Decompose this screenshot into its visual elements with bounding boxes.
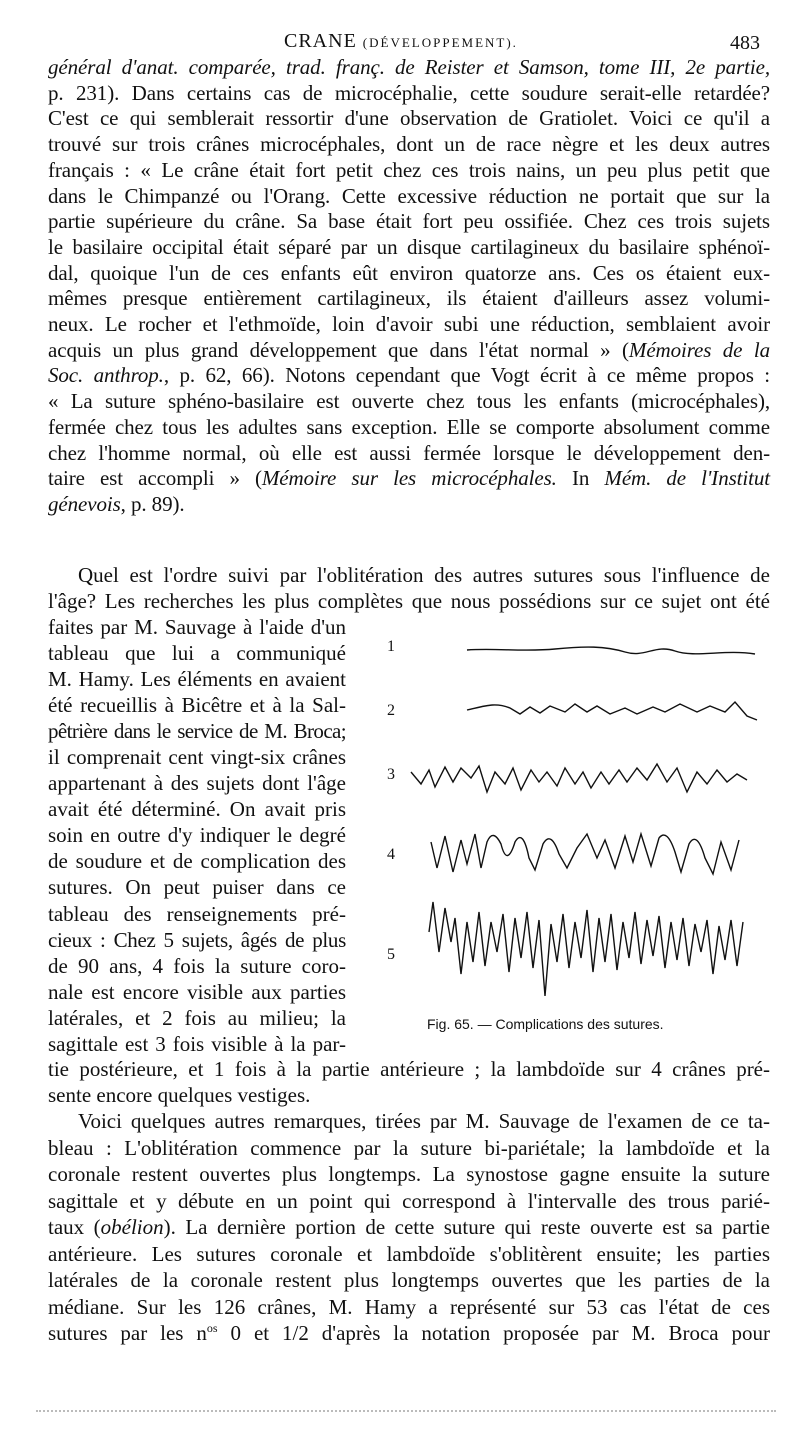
text-line: français : « Le crâne était fort petit chez ces trois nains, un peu plus petit que <box>48 157 770 182</box>
text-line: « La suture sphéno-basilaire est ouverte chez tous les enfants (microcéphales), <box>48 389 770 414</box>
term-italic: obélion <box>100 1215 164 1239</box>
suture-line-3 <box>411 764 747 792</box>
text-line: faites par M. Sauvage à l'aide d'un <box>48 615 346 639</box>
text-line: été recueillis à Bicêtre et à la Sal- <box>48 693 346 718</box>
paragraph-intro-continued <box>48 1056 770 1109</box>
text-run: , p. 89). <box>120 491 185 516</box>
text-line <box>48 338 770 364</box>
citation-italic: Mémoire sur les microcéphales. <box>261 466 557 491</box>
text-line: dans le Chimpanzé ou l'Orang. Cette excessive réduction ne portait que sur la <box>48 183 770 208</box>
text-line: latérales, et 2 fois au milieu; la <box>48 1005 346 1030</box>
text-line: sagittale et y débute en un point qui correspond à l'intervalle des trous parié- <box>48 1188 770 1213</box>
text-line: fermée chez tous les adultes sans exception. Elle se comporte absolument comme <box>48 414 770 439</box>
superscript: os <box>206 1321 218 1335</box>
text-line: dal, quoique l'un de ces enfants eût environ quatorze ans. Ces os étaient eux- <box>48 260 770 285</box>
suture-line-5 <box>429 902 743 996</box>
figure-suture-complications <box>375 622 770 1042</box>
text-line: tableau que lui a communiqué <box>48 641 346 666</box>
text-run: ). La dernière portion de cette suture qui reste ouverte est sa partie <box>163 1215 770 1239</box>
text-run: taire est accompli » ( <box>48 466 262 491</box>
figure-label-2: 2 <box>387 702 395 719</box>
suture-line-1 <box>467 647 755 654</box>
text-line: Quel est l'ordre suivi par l'oblitération des autres sutures sous l'influence de <box>78 563 770 587</box>
citation-italic: Mémoires de la <box>628 337 770 362</box>
text-line: médiane. Sur les 126 crânes, M. Hamy a représenté sur 53 cas l'état de ces <box>48 1294 770 1319</box>
text-line: pêtrière dans le service de M. Broca; <box>48 719 346 744</box>
text-line: chez l'homme normal, où elle est aussi fermée lorsque le développement den- <box>48 440 770 465</box>
text-run: , p. 62, 66). Notons cependant que Vogt écrit à ce même propos : <box>163 363 770 388</box>
text-run: In <box>556 466 605 491</box>
text-line: neux. Le rocher et l'ethmoïde, loin d'avoir subi une réduction, semblaient avoir <box>48 312 770 337</box>
text-line: tableau des renseignements pré- <box>48 901 346 926</box>
paragraph-remarks <box>48 1108 770 1347</box>
text-run: sutures par les n <box>48 1321 207 1345</box>
suture-drawings <box>375 622 770 1012</box>
paragraph-intro <box>48 562 770 614</box>
citation-italic: Mém. de l'Institut <box>604 466 771 491</box>
text-run: taux ( <box>48 1215 101 1239</box>
citation-italic: génevois <box>48 491 121 516</box>
figure-label-4: 4 <box>387 846 395 863</box>
figure-label-3: 3 <box>387 766 395 783</box>
text-line <box>48 492 770 518</box>
text-line: appartenant à des sujets dont l'âge <box>48 771 346 796</box>
text-line: il comprenait cent vingt-six crânes <box>48 745 346 770</box>
text-line: Voici quelques autres remarques, tirées par M. Sauvage de l'examen de ce ta- <box>78 1109 770 1133</box>
text-line: cieux : Chez 5 sujets, âgés de plus <box>48 927 346 952</box>
text-line: sagittale est 3 fois visible à la par- <box>48 1031 346 1056</box>
text-line: général d'anat. comparée, trad. franç. de Reister et Samson, tome III, 2e partie, <box>48 55 770 79</box>
text-line: sutures. On peut puiser dans ce <box>48 875 346 900</box>
running-title <box>284 30 518 53</box>
text-line: nale est encore visible aux parties <box>48 979 346 1004</box>
text-line: tie postérieure, et 1 fois à la partie antérieure ; la lambdoïde sur 4 crânes pré- <box>48 1057 770 1081</box>
text-line: latérales de la coronale restent plus longtemps ouvertes que les parties de la <box>48 1268 770 1292</box>
text-line: p. 231). Dans certains cas de microcéphalie, cette soudure serait-elle retardée? <box>48 80 770 105</box>
citation-italic: Soc. anthrop. <box>48 363 164 388</box>
text-line: partie supérieure du crâne. Sa base était fort peu ossifiée. Chez ces trois sujets <box>48 209 770 234</box>
text-line: C'est ce qui semblerait ressortir d'une observation de Gratiolet. Voici ce qu'il a <box>48 106 770 131</box>
text-line: de 90 ans, 4 fois la suture coro- <box>48 953 346 978</box>
text-line: antérieure. Les sutures coronale et lambdoïde s'oblitèrent ensuite; les parties <box>48 1241 770 1266</box>
text-line: coronale restent ouvertes plus longtemps. La synostose gagne ensuite la suture <box>48 1162 770 1186</box>
page-number: 483 <box>730 32 760 54</box>
suture-line-4 <box>431 834 739 874</box>
text-line: avait été déterminé. On avait pris <box>48 797 346 822</box>
text-line <box>48 466 770 492</box>
text-line: soin en outre d'y indiquer le degré <box>48 823 346 848</box>
text-line: de soudure et de complication des <box>48 849 346 874</box>
text-line: M. Hamy. Les éléments en avaient <box>48 667 346 692</box>
figure-label-1: 1 <box>387 638 395 655</box>
text-line: mêmes presque entièrement cartilagineux, ils étaient d'ailleurs assez volumi- <box>48 286 770 311</box>
text-line: trouvé sur trois crânes microcéphales, dont un de race nègre et les deux autres <box>48 132 770 157</box>
figure-label-5: 5 <box>387 946 395 963</box>
running-head <box>0 30 800 56</box>
quote-paragraph <box>48 55 770 518</box>
narrow-column <box>48 614 346 1057</box>
text-line <box>48 363 770 389</box>
text-line <box>48 1320 770 1347</box>
suture-line-2 <box>467 702 757 720</box>
text-run: 0 et 1/2 d'après la notation proposée par M. Broca pour <box>217 1321 770 1345</box>
running-title-main: CRANE <box>284 30 357 52</box>
figure-caption: Fig. 65. — Complications des sutures. <box>427 1016 664 1032</box>
text-line: sente encore quelques vestiges. <box>48 1083 311 1108</box>
text-line <box>48 1214 770 1241</box>
bottom-scan-artifact <box>36 1410 776 1416</box>
text-line: le basilaire occipital était séparé par un disque cartilagineux du basilaire sphénoï- <box>48 234 770 259</box>
text-line: bleau : L'oblitération commence par la suture bi-pariétale; la lambdoïde et la <box>48 1135 770 1160</box>
running-title-sub: (DÉVELOPPEMENT). <box>362 35 518 50</box>
text-line: l'âge? Les recherches les plus complètes que nous possédions sur ce sujet ont été <box>48 589 770 613</box>
text-run: acquis un plus grand développement que dans l'état normal » ( <box>48 337 629 362</box>
